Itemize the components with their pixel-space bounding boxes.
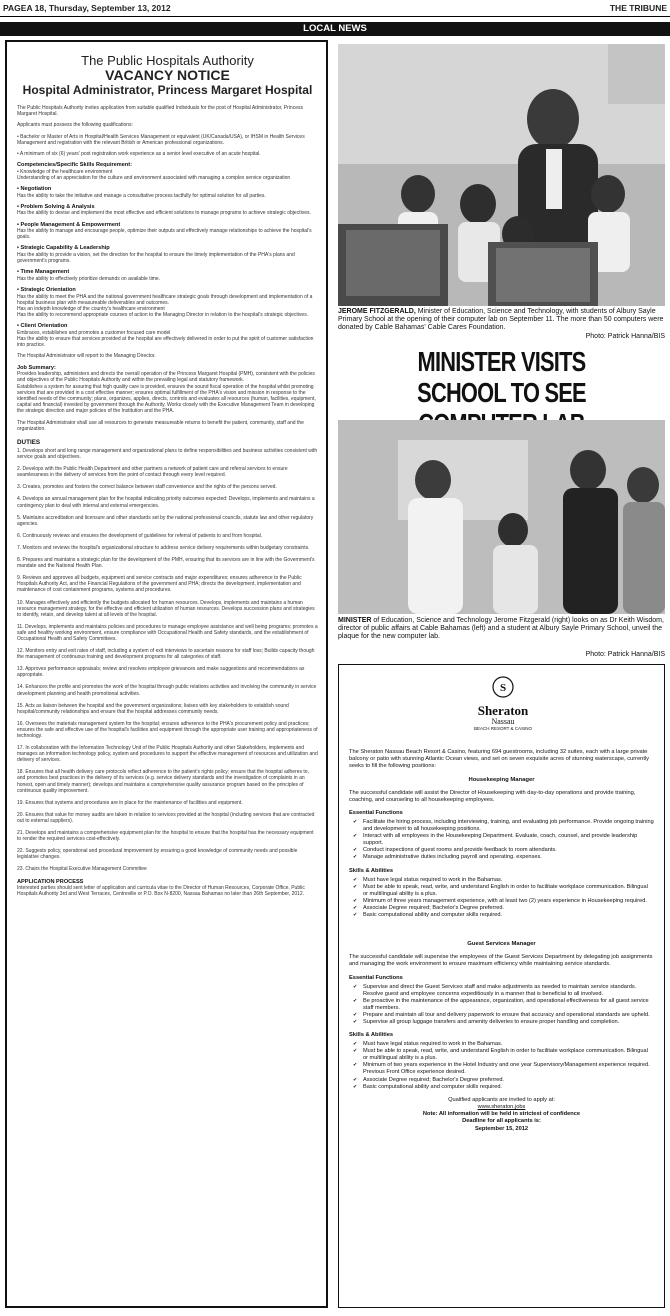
duty-item: 21. Develops and maintains a comprehensive equipment plan for the hospital to ensure that the hospital has the necessary equipment to render the required services cost-effectively. bbox=[17, 830, 314, 843]
job1-function: ✔ Manage administrative duties including payroll and operating. expenses. bbox=[363, 854, 654, 861]
photo-minister-with-students bbox=[338, 44, 665, 306]
job1-functions-heading: Essential Functions bbox=[349, 810, 403, 817]
job1-title: Housekeeping Manager bbox=[468, 776, 535, 783]
caption2-text: of Education, Science and Technology Jerome Fitzgerald (right) looks on as Dr Keith Wisdom, director of public affairs at Cable Bahamas (left) and a student at Albury Sayle Primary School, unveil the plaque for the new computer lab. bbox=[338, 617, 664, 640]
competencies-text: • Knowledge of the healthcare environment Understanding of an appreciation for the culture and environment associated with managing a complex service organization bbox=[17, 168, 291, 181]
job2-skill: ✔ Must have legal status required to work in the Bahamas. bbox=[363, 1041, 654, 1048]
competencies-heading: Competencies/Specific Skills Requirement: bbox=[17, 162, 133, 169]
apply-deadline: September 15, 2012 bbox=[474, 1125, 529, 1132]
logo-tag: BEACH RESORT & CASINO bbox=[473, 726, 533, 731]
skill-title: • People Management & Empowerment bbox=[17, 221, 121, 228]
story-headline: MINISTER VISITS SCHOOL TO SEE bbox=[417, 346, 586, 408]
job2-function: ✔ Supervise all group luggage transfers and amenity deliveries to ensure proper handling and completion. bbox=[363, 1019, 654, 1026]
section-banner: LOCAL NEWS bbox=[0, 22, 670, 36]
apply-link[interactable]: www.sheraton.jobs bbox=[477, 1103, 526, 1110]
photo-plaque-unveiling bbox=[338, 420, 665, 614]
apply-deadline-label: Deadline for all applicants is: bbox=[462, 1118, 541, 1125]
sheraton-laurel-icon bbox=[464, 675, 542, 699]
qualification: • A minimum of six (6) years' post registration work experience as a senior level executive of an acute hospital. bbox=[17, 151, 261, 158]
duty-item: 11. Develops, implements and maintains policies and procedures to manage employee assistance and well being programs; promotes a safe and healthy working environment, ensure compliance with Occupational Health and Safety standards, and the establishment of Occupational Health and Safety Committees. bbox=[17, 623, 318, 642]
report-line: The Hospital Administrator will report to the Managing Director. bbox=[17, 353, 156, 360]
job1-desc: The successful candidate will assist the Director of Housekeeping with day-to-day operations and provide training, coaching, and counseling to all housekeeping employees. bbox=[349, 789, 636, 803]
job2-functions-heading: Essential Functions bbox=[349, 974, 403, 981]
application-heading: APPLICATION PROCESS bbox=[17, 878, 84, 885]
duty-item: 20. Ensures that value for money audits are taken in relation to services provided at the hospital (including services that are contracted out to external suppliers). bbox=[17, 811, 315, 824]
job2-desc: The successful candidate will supervise the employees of the Guest Services Department by delegating job assignments and managing the work environment to ensure maximum efficiency while maintaining service standards. bbox=[349, 954, 653, 968]
job1-function: ✔ Facilitate the hiring process, including interviewing, training, and evaluating job performance. Provide ongoing training and development to all housekeeping positions. bbox=[363, 819, 654, 833]
duty-item: 1. Develops short and long range management and organizational plans to define responsibilities and business activities consistent with service goals and objectives. bbox=[17, 448, 318, 461]
job1-skill: ✔ Associate Degree required; Bachelor's Degree preferred. bbox=[363, 905, 654, 912]
authority-name: The Public Hospitals Authority bbox=[81, 53, 254, 68]
logo-name: Sheraton bbox=[477, 703, 529, 718]
duty-item: 6. Continuously reviews and ensures the development of guidelines for referral of patients to and from hospital. bbox=[17, 532, 263, 539]
caption1-text: Minister of Education, Science and Technology, with students of Albury Sayle Primary School at the opening of their computer lab on September 11. The more than 50 computers were donated by Cable Bahamas' Cable Cares Foundation. bbox=[338, 308, 664, 331]
job2-skill: ✔ Minimum of two years experience in the Hotel Industry and one year Supervisory/Management experience required. Previous Front Office experience desired. bbox=[363, 1062, 654, 1076]
application-text: Interested parties should sent letter of application and curricula vitae to the Director of Human Resources, Corporate Office, Public Hospitals Authority 3rd and West Terraces, Centreville or P.O. Box N-8200, Nassau Bahamas no later than 26th September, 2012. bbox=[17, 885, 305, 898]
apply-block bbox=[349, 1097, 654, 1133]
caption1-name: JEROME FITZGERALD, bbox=[338, 308, 416, 315]
intro-text: The Public Hospitals Authority invites application from suitable qualified Individuals for the post of Hospital Administrator, Princess Margaret Hospital. bbox=[17, 105, 303, 118]
position-title: Hospital Administrator, Princess Margaret Hospital bbox=[22, 83, 313, 97]
duty-item: 5. Maintains accreditation and licensure and other standards set by the national professional councils, statute law and other regulatory agencies. bbox=[17, 514, 314, 527]
duty-item: 2. Develops with the Public Health Department and other partners a network of patient care and referral services to ensure seamlessness in the delivery of services from the point of contact through every level required. bbox=[17, 466, 288, 479]
photo2-caption bbox=[338, 617, 665, 641]
duty-item: 14. Enhances the profile and promotes the work of the hospital through public relations activities and involving the community in service development planning and health promotional activities. bbox=[17, 684, 317, 697]
duty-item: 18. Ensures that all health delivery care protocols reflect adherence to the patient's rights policy; ensure that the hospital adheres to, and promotes best practices in the delivery of its services (e.g. service delivery standards and the investigation of complaints in an honest, open and timely manner); develops and maintains a comprehensive quality assurance program based on the principles of continuous quality improvement. bbox=[17, 769, 309, 794]
job2-function: ✔ Be proactive in the maintenance of the appearance, organization, and operational effectiveness for all guest service staff members. bbox=[363, 998, 654, 1012]
summary-heading: Job Summary: bbox=[17, 364, 56, 371]
photo1-credit: Photo: Patrick Hanna/BIS bbox=[585, 333, 665, 340]
sheraton-logo bbox=[464, 675, 542, 731]
skill-title: • Client Orientation bbox=[17, 323, 68, 330]
job2-skill: ✔ Must be able to speak, read, write, and understand English in order to facilitate workplace communication. Bilingual or multilingual ability is a plus. bbox=[363, 1048, 654, 1062]
duty-item: 23. Chairs the Hospital Executive Management Committee bbox=[17, 866, 147, 873]
logo-sub: Nassau bbox=[491, 717, 515, 726]
job1-function: ✔ Conduct inspections of guest rooms and provide feedback to room attendants. bbox=[363, 847, 654, 854]
job1-skill: ✔ Basic computational ability and computer skills required. bbox=[363, 912, 654, 919]
job2-title: Guest Services Manager bbox=[467, 941, 536, 948]
page-info: PAGEA 18, Thursday, September 13, 2012 bbox=[3, 3, 171, 13]
job1-skills-heading: Skills & Abilities bbox=[349, 867, 394, 874]
duty-item: 17. In collaboration with the Information Technology Unit of the Public Hospitals Authority and other Stakeholders, implements and manages an information technology policy, system and procedures to support the effective management of resources and utilization and delivery of services. bbox=[17, 745, 318, 764]
duty-item: 13. Approves performance appraisals; review and resolves employee grievances and make suggestions and recommendations as appropriate. bbox=[17, 666, 305, 679]
skill-title: • Strategic Capability & Leadership bbox=[17, 245, 110, 252]
skill-text: Embraces, establishes and promotes a customer focused care model Has the ability to ensure that services provided at the hospital are effectively delivered in order to put the spirit of customer satisfaction into practice. bbox=[17, 329, 314, 349]
duty-item: 16. Oversees the materials management system for the hospital; ensures adherence to the PHA's procurement policy and practices; ensures the safe and effective use of the hospital's facilities and equipment through the appropriate user training and appropriateness of technology. bbox=[17, 720, 318, 739]
publication-name: THE TRIBUNE bbox=[609, 3, 667, 13]
skill-title: • Problem Solving & Analysis bbox=[17, 203, 95, 210]
duty-item: 12. Monitors entry and exit rates of staff, including a system of exit interviews to ascertain reasons for staff loss; Builds capacity though the management of continuous training and development programs for all categories of staff. bbox=[17, 648, 315, 661]
skill-text: Has the ability to devise and implement the most effective and efficient solutions to manage programs to achieve strategic objectives. bbox=[17, 210, 311, 217]
skill-text: Has the ability to manage and encourage people, optimize their outputs and effectively manage relationships to achieve the hospital's goals. bbox=[17, 228, 312, 241]
skill-title: • Strategic Orientation bbox=[17, 287, 76, 294]
quals-intro: Applicants must possess the following qualifications: bbox=[17, 122, 133, 129]
job1-skill: ✔ Must have legal status required to work in the Bahamas. bbox=[363, 877, 654, 884]
job2-function: ✔ Supervise and direct the Guest Services staff and make adjustments as needed to maintain service standards. Resolve guest and employee concerns expeditiously in a manner that is beneficial to all involved. bbox=[363, 984, 654, 998]
skill-text: Has the ability to effectively prioritize demands on available time. bbox=[17, 275, 161, 282]
summary-text: Provides leadership, administers and directs the overall operation of the Princess Margaret Hospital (PMH), consistent with the policies and objectives of the Public Hospitals Authority and within the prevailing legal and statutory framework. Establishes a system for assuring that high quality care is provided, ensures the sound fiscal operation of the hospital whilst promoting services that are provided in a cost effective manner; ensures optimal fulfillment of the PHA's vision and mission in response to the identified needs of the community; plans, organizes, applies, directs, controls and evaluates all resources (human, facilities, equipment, capital and financial) invested by government through the Authority. Works closely with the Executive Management Team in developing the strategic direction and major policies of the Institution and the PHA. bbox=[17, 371, 316, 415]
apply-note: Note: All information will be held in strictest of confidence bbox=[422, 1111, 581, 1118]
vacancy-notice bbox=[5, 40, 328, 1308]
photo2-credit: Photo: Patrick Hanna/BIS bbox=[585, 651, 665, 658]
page-header bbox=[0, 0, 670, 17]
job1-skill: ✔ Must be able to speak, read, write, and understand English in order to facilitate workplace communication. Bilingual or multilingual ability is a plus. bbox=[363, 884, 654, 898]
job2-skill: ✔ Basic computational ability and computer skills required. bbox=[363, 1084, 654, 1091]
svg-text:S: S bbox=[499, 682, 507, 694]
job2-function: ✔ Prepare and maintain all tour and delivery paperwork to ensure that accuracy and operational standards are upheld. bbox=[363, 1012, 654, 1019]
qualification: • Bachelor or Master of Arts in Hospital/Health Services Management or equivalent (UK/Canada/USA), or IHSM in Health Services Management and registration with the relevant British or American professional organizations. bbox=[17, 133, 305, 146]
job1-skill: ✔ Minimum of three years management experience, with at least two (2) years experience in Housekeeping required. bbox=[363, 898, 654, 905]
apply-invite: Qualified applicants are invited to apply at: bbox=[448, 1096, 555, 1103]
skill-text: Has the ability to provide a vision, set the direction for the hospital to ensure the timely implementation of the PHA's plans and government's programs. bbox=[17, 251, 295, 265]
duty-item: 8. Prepares and maintains a strategic plan for the development of the PMH, ensuring that its services are in line with the Government's mandate and the National Health Plan. bbox=[17, 557, 315, 570]
duty-item: 19. Ensures that systems and procedures are in place for the maintenance of facilities and equipment. bbox=[17, 799, 243, 806]
skill-title: • Negotiation bbox=[17, 186, 52, 193]
job2-skills-heading: Skills & Abilities bbox=[349, 1032, 394, 1039]
skill-text: Has the ability to meet the PHA and the national government healthcare strategic goals through development and implementation of a hospital business plan with measureable deliverables and outcomes. Has an indepth knowledge of the country's healthcare environment Has the ability to recommend appropriate courses of action to the Managing Director in relation to the hospital's strategic objectives. bbox=[17, 293, 313, 319]
ad-intro: The Sheraton Nassau Beach Resort & Casino, featuring 694 guestrooms, including 32 suites, each with a large private balcony or patio with stunning Atlantic Ocean views, and set on seven exquisite acres of stunning waterscape, currently seeks to fill the following positions: bbox=[349, 749, 650, 770]
vacancy-title: VACANCY NOTICE bbox=[105, 67, 230, 83]
job2-skill: ✔ Associate Degree required; Bachelor's Degree preferred. bbox=[363, 1077, 654, 1084]
duties-heading: DUTIES bbox=[17, 439, 41, 446]
job1-function: ✔ Interact with all employees in the Housekeeping Department. Evaluate, coach, counsel, and provide leadership support. bbox=[363, 833, 654, 847]
duty-item: 3. Creates, promotes and fosters the correct balance between staff convenience and the rights of the persons served. bbox=[17, 484, 277, 491]
caption2-name: MINISTER bbox=[338, 617, 372, 624]
sheraton-job-ad bbox=[338, 664, 665, 1308]
skill-title: • Time Management bbox=[17, 269, 70, 276]
skill-text: Has the ability to take the initiative and manage a consultative process tactfully for optimal solution for all parties. bbox=[17, 192, 266, 199]
duty-item: 7. Monitors and reviews the hospital's organizational structure to address service delivery requirements within budgetary constraints. bbox=[17, 544, 310, 551]
duty-item: 15. Acts as liaison between the hospital and the government organizations; liaises with key stakeholders to establish sound hospital/community relationships and ensure that the hospital addresses community needs. bbox=[17, 702, 289, 715]
duty-item: 4. Develops an annual management plan for the hospital indicating priority outcomes expected: Develops, implements and maintains a contingency plan to deal with internal and external emergencies. bbox=[17, 496, 315, 509]
duty-item: 10. Manages effectively and efficiently the budgets allocated for human resources. Develops, implements and maintains a human resource management strategy, for the effective and efficient utilization of human resources. Develops succession plans and strategies to identify, retain, and develop talent at all levels of the hospital. bbox=[17, 599, 315, 618]
summary-text-2: The Hospital Administrator shall use all resources to generate measureable returns to benefit the patient, community, staff and the organization. bbox=[17, 419, 304, 432]
duty-item: 9. Reviews and approves all budgets, equipment and service contracts and major expenditures; ensures adherence to the Public Hospitals Authority Act, and the Financial Regulations of the government and PHA; directs the development, implementation and maintenance of cost containment programs, systems and procedures. bbox=[17, 575, 302, 594]
photo1-caption bbox=[338, 308, 665, 332]
duty-item: 22. Suggests policy, operational and procedural improvement by ensuring a good knowledge of community needs and possible legislative changes. bbox=[17, 848, 298, 861]
